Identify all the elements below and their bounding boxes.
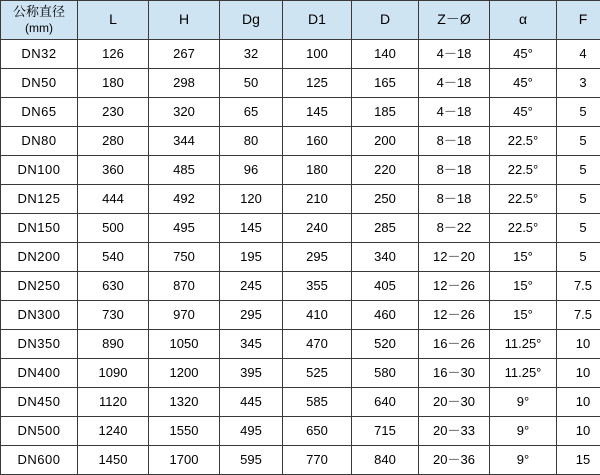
table-cell-value: 410 bbox=[283, 301, 352, 330]
table-cell-value: 280 bbox=[78, 127, 149, 156]
column-header-d: D bbox=[352, 1, 419, 40]
table-cell-value: 80 bbox=[220, 127, 283, 156]
table-cell-value: 444 bbox=[78, 185, 149, 214]
table-row bbox=[1, 301, 600, 330]
table-cell-value: 50 bbox=[220, 69, 283, 98]
table-cell-value: 470 bbox=[283, 330, 352, 359]
column-header-f: F bbox=[557, 1, 600, 40]
table-cell-value: 12－20 bbox=[419, 243, 490, 272]
table-cell-value: 11.25° bbox=[490, 330, 557, 359]
table-cell-value: 890 bbox=[78, 330, 149, 359]
table-cell-value: 585 bbox=[283, 388, 352, 417]
table-cell-value: 10 bbox=[557, 330, 600, 359]
table-cell-value: 5 bbox=[557, 127, 600, 156]
table-cell-value: 8－18 bbox=[419, 127, 490, 156]
table-cell-value: 45° bbox=[490, 40, 557, 69]
table-cell-value: 1240 bbox=[78, 417, 149, 446]
table-cell-nominal-diameter: DN600 bbox=[1, 446, 78, 475]
table-cell-value: 8－18 bbox=[419, 156, 490, 185]
table-cell-value: 298 bbox=[149, 69, 220, 98]
table-cell-value: 1200 bbox=[149, 359, 220, 388]
table-cell-value: 295 bbox=[283, 243, 352, 272]
table-cell-value: 267 bbox=[149, 40, 220, 69]
table-cell-value: 295 bbox=[220, 301, 283, 330]
table-cell-value: 12－26 bbox=[419, 272, 490, 301]
table-cell-value: 495 bbox=[220, 417, 283, 446]
table-cell-nominal-diameter: DN500 bbox=[1, 417, 78, 446]
table-cell-value: 10 bbox=[557, 417, 600, 446]
table-row bbox=[1, 417, 600, 446]
table-cell-value: 185 bbox=[352, 98, 419, 127]
table-row bbox=[1, 388, 600, 417]
table-header-row bbox=[1, 1, 600, 40]
table-cell-value: 460 bbox=[352, 301, 419, 330]
table-cell-value: 840 bbox=[352, 446, 419, 475]
table-cell-value: 20－36 bbox=[419, 446, 490, 475]
table-row bbox=[1, 330, 600, 359]
table-cell-value: 360 bbox=[78, 156, 149, 185]
table-cell-value: 4－18 bbox=[419, 40, 490, 69]
table-cell-value: 250 bbox=[352, 185, 419, 214]
table-row bbox=[1, 156, 600, 185]
table-cell-value: 20－33 bbox=[419, 417, 490, 446]
table-cell-value: 750 bbox=[149, 243, 220, 272]
table-cell-value: 1450 bbox=[78, 446, 149, 475]
column-header-nominal-diameter-label: 公称直径 bbox=[13, 4, 65, 19]
table-cell-nominal-diameter: DN350 bbox=[1, 330, 78, 359]
table-cell-nominal-diameter: DN65 bbox=[1, 98, 78, 127]
column-header-h: H bbox=[149, 1, 220, 40]
table-row bbox=[1, 127, 600, 156]
table-cell-value: 126 bbox=[78, 40, 149, 69]
table-cell-value: 345 bbox=[220, 330, 283, 359]
table-cell-value: 580 bbox=[352, 359, 419, 388]
table-row bbox=[1, 272, 600, 301]
table-cell-value: 120 bbox=[220, 185, 283, 214]
table-cell-nominal-diameter: DN125 bbox=[1, 185, 78, 214]
table-cell-value: 220 bbox=[352, 156, 419, 185]
table-cell-value: 715 bbox=[352, 417, 419, 446]
table-cell-value: 45° bbox=[490, 69, 557, 98]
table-cell-value: 540 bbox=[78, 243, 149, 272]
table-row bbox=[1, 40, 600, 69]
table-cell-value: 285 bbox=[352, 214, 419, 243]
table-cell-value: 340 bbox=[352, 243, 419, 272]
table-cell-value: 12－26 bbox=[419, 301, 490, 330]
table-cell-value: 4－18 bbox=[419, 69, 490, 98]
table-cell-nominal-diameter: DN100 bbox=[1, 156, 78, 185]
table-cell-value: 22.5° bbox=[490, 214, 557, 243]
table-cell-value: 16－30 bbox=[419, 359, 490, 388]
table-cell-value: 145 bbox=[220, 214, 283, 243]
table-cell-value: 8－18 bbox=[419, 185, 490, 214]
table-cell-value: 492 bbox=[149, 185, 220, 214]
table-cell-value: 5 bbox=[557, 98, 600, 127]
table-cell-value: 245 bbox=[220, 272, 283, 301]
table-cell-value: 9° bbox=[490, 446, 557, 475]
column-header-l: L bbox=[78, 1, 149, 40]
column-header-dg: Dg bbox=[220, 1, 283, 40]
table-row bbox=[1, 69, 600, 98]
table-cell-value: 1120 bbox=[78, 388, 149, 417]
table-cell-nominal-diameter: DN32 bbox=[1, 40, 78, 69]
table-cell-value: 525 bbox=[283, 359, 352, 388]
table-row bbox=[1, 359, 600, 388]
table-cell-value: 770 bbox=[283, 446, 352, 475]
table-header bbox=[1, 1, 600, 40]
table-cell-value: 15 bbox=[557, 446, 600, 475]
table-cell-value: 1050 bbox=[149, 330, 220, 359]
table-cell-value: 15° bbox=[490, 301, 557, 330]
table-cell-value: 200 bbox=[352, 127, 419, 156]
table-cell-value: 500 bbox=[78, 214, 149, 243]
table-cell-value: 195 bbox=[220, 243, 283, 272]
table-cell-value: 180 bbox=[283, 156, 352, 185]
table-cell-value: 640 bbox=[352, 388, 419, 417]
table-cell-value: 9° bbox=[490, 388, 557, 417]
table-cell-nominal-diameter: DN300 bbox=[1, 301, 78, 330]
table-cell-value: 22.5° bbox=[490, 156, 557, 185]
table-cell-value: 1320 bbox=[149, 388, 220, 417]
table-cell-value: 160 bbox=[283, 127, 352, 156]
table-cell-value: 8－22 bbox=[419, 214, 490, 243]
table-cell-nominal-diameter: DN50 bbox=[1, 69, 78, 98]
table-cell-value: 9° bbox=[490, 417, 557, 446]
table-cell-value: 5 bbox=[557, 243, 600, 272]
table-cell-value: 7.5 bbox=[557, 272, 600, 301]
table-cell-value: 485 bbox=[149, 156, 220, 185]
table-cell-value: 1090 bbox=[78, 359, 149, 388]
table-row bbox=[1, 98, 600, 127]
table-row bbox=[1, 185, 600, 214]
table-cell-nominal-diameter: DN200 bbox=[1, 243, 78, 272]
table-body bbox=[1, 40, 600, 475]
table-cell-value: 4 bbox=[557, 40, 600, 69]
table-cell-value: 22.5° bbox=[490, 127, 557, 156]
table-cell-value: 7.5 bbox=[557, 301, 600, 330]
column-header-nominal-diameter-unit: (mm) bbox=[1, 21, 77, 36]
table-cell-value: 240 bbox=[283, 214, 352, 243]
table-row bbox=[1, 243, 600, 272]
table-cell-value: 4－18 bbox=[419, 98, 490, 127]
table-cell-value: 32 bbox=[220, 40, 283, 69]
table-cell-value: 145 bbox=[283, 98, 352, 127]
column-header-alpha: α bbox=[490, 1, 557, 40]
table-cell-value: 15° bbox=[490, 243, 557, 272]
table-cell-value: 445 bbox=[220, 388, 283, 417]
table-cell-value: 140 bbox=[352, 40, 419, 69]
table-cell-value: 22.5° bbox=[490, 185, 557, 214]
table-cell-value: 1700 bbox=[149, 446, 220, 475]
table-cell-value: 344 bbox=[149, 127, 220, 156]
table-cell-nominal-diameter: DN400 bbox=[1, 359, 78, 388]
table-cell-value: 5 bbox=[557, 156, 600, 185]
table-cell-value: 870 bbox=[149, 272, 220, 301]
table-cell-value: 595 bbox=[220, 446, 283, 475]
table-cell-value: 3 bbox=[557, 69, 600, 98]
table-cell-nominal-diameter: DN250 bbox=[1, 272, 78, 301]
table-cell-value: 395 bbox=[220, 359, 283, 388]
table-cell-value: 20－30 bbox=[419, 388, 490, 417]
table-cell-value: 730 bbox=[78, 301, 149, 330]
table-cell-value: 630 bbox=[78, 272, 149, 301]
table-cell-value: 495 bbox=[149, 214, 220, 243]
table-cell-value: 520 bbox=[352, 330, 419, 359]
table-cell-value: 5 bbox=[557, 185, 600, 214]
table-cell-value: 100 bbox=[283, 40, 352, 69]
table-cell-value: 230 bbox=[78, 98, 149, 127]
table-cell-nominal-diameter: DN80 bbox=[1, 127, 78, 156]
table-cell-value: 650 bbox=[283, 417, 352, 446]
table-cell-value: 5 bbox=[557, 214, 600, 243]
table-row bbox=[1, 446, 600, 475]
column-header-nominal-diameter bbox=[1, 1, 78, 40]
table-cell-value: 970 bbox=[149, 301, 220, 330]
table-cell-value: 125 bbox=[283, 69, 352, 98]
table-cell-value: 320 bbox=[149, 98, 220, 127]
table-cell-value: 15° bbox=[490, 272, 557, 301]
column-header-d1: D1 bbox=[283, 1, 352, 40]
table-cell-nominal-diameter: DN450 bbox=[1, 388, 78, 417]
table-cell-value: 210 bbox=[283, 185, 352, 214]
table-cell-value: 16－26 bbox=[419, 330, 490, 359]
table-cell-value: 165 bbox=[352, 69, 419, 98]
table-cell-value: 65 bbox=[220, 98, 283, 127]
table-cell-value: 96 bbox=[220, 156, 283, 185]
table-cell-value: 405 bbox=[352, 272, 419, 301]
table-cell-nominal-diameter: DN150 bbox=[1, 214, 78, 243]
table-cell-value: 10 bbox=[557, 359, 600, 388]
table-cell-value: 180 bbox=[78, 69, 149, 98]
table-cell-value: 10 bbox=[557, 388, 600, 417]
table-row bbox=[1, 214, 600, 243]
table-cell-value: 355 bbox=[283, 272, 352, 301]
table-cell-value: 45° bbox=[490, 98, 557, 127]
table-cell-value: 11.25° bbox=[490, 359, 557, 388]
table-cell-value: 1550 bbox=[149, 417, 220, 446]
column-header-z-phi: Z－Ø bbox=[419, 1, 490, 40]
